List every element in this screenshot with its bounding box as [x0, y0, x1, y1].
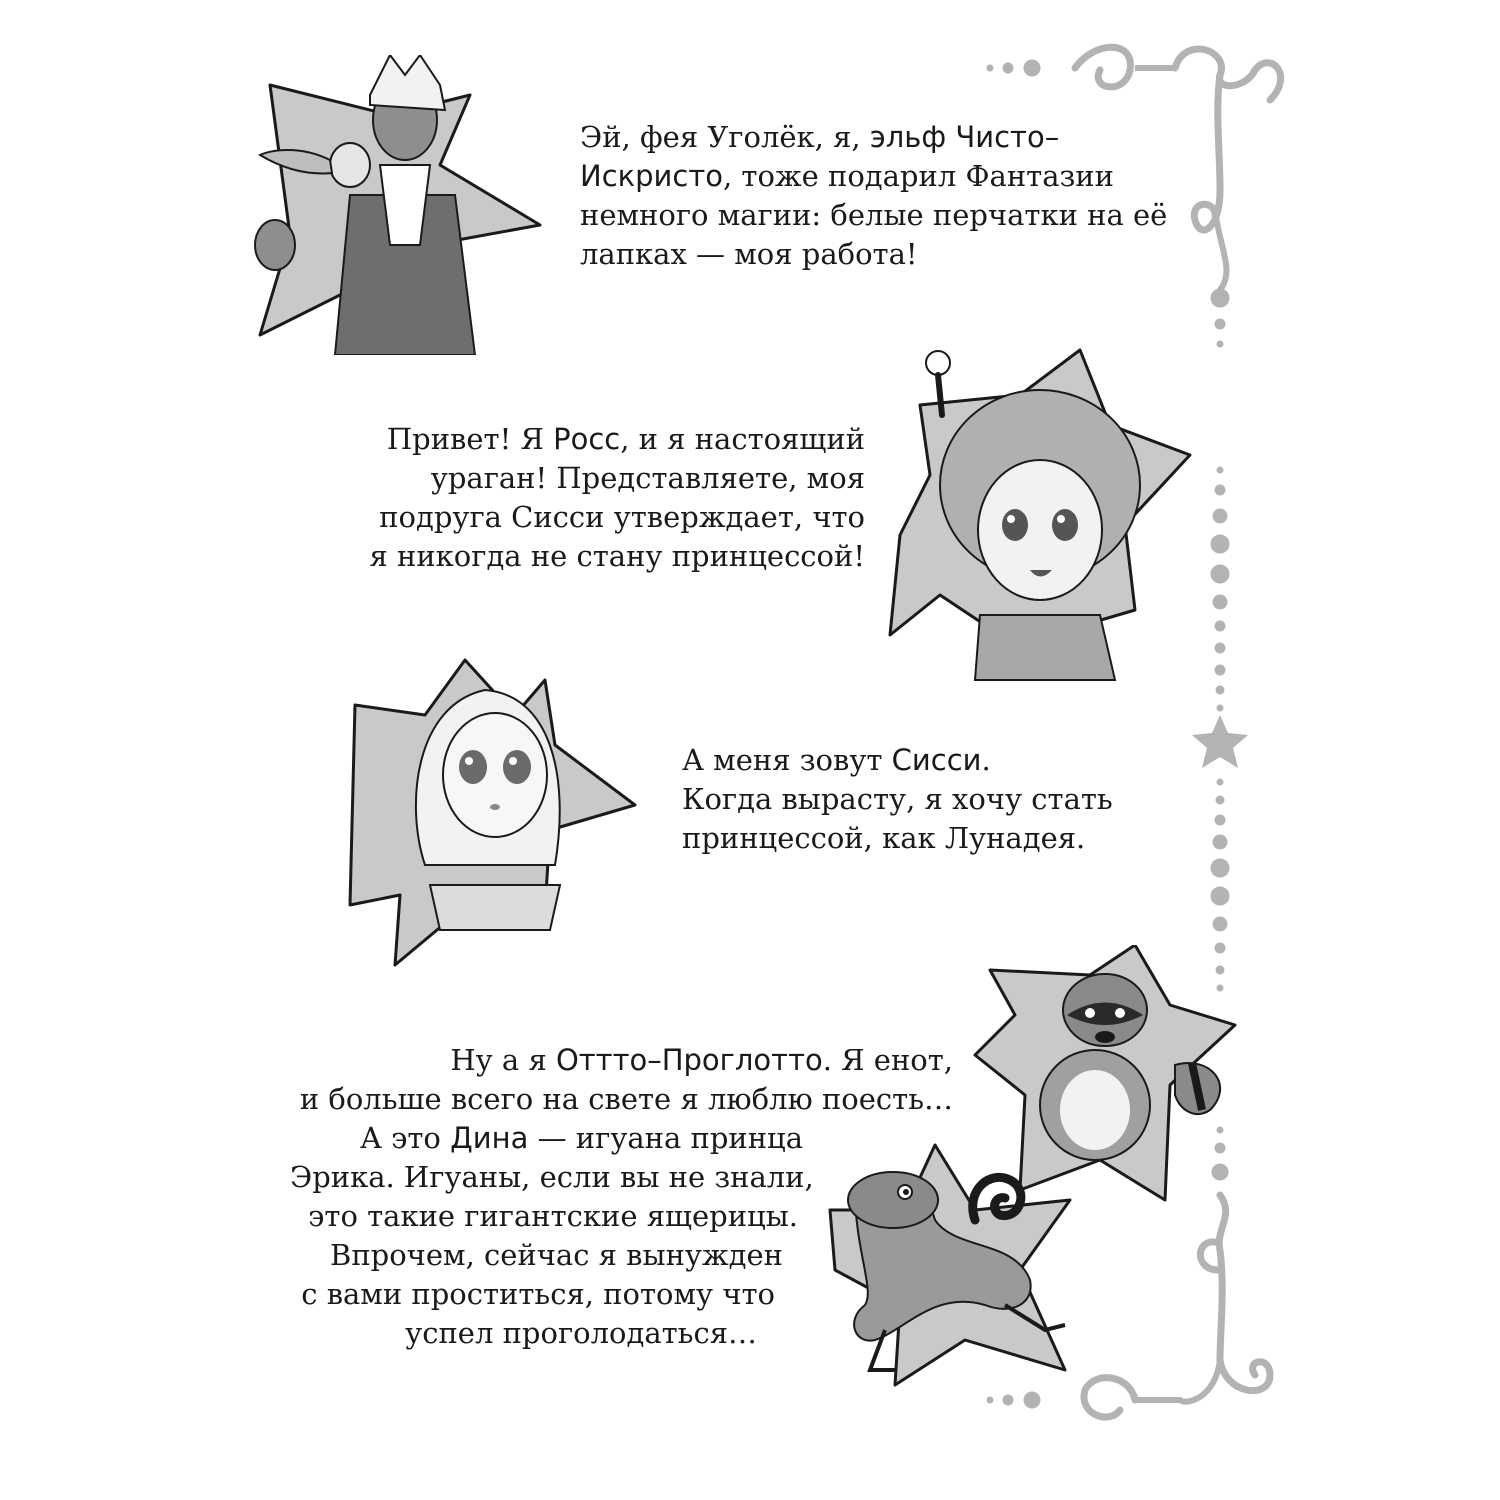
elf-dialogue-line-4: лапках — моя работа! — [580, 237, 918, 271]
sissi-dialogue — [682, 741, 1113, 858]
character-name-otto: Оттто–Проглотто — [555, 1043, 823, 1077]
otto-dialogue-line-6: Впрочем, сейчас я вынужден — [330, 1238, 783, 1272]
sissi-dialogue-line-2: Когда вырасту, я хочу стать — [682, 782, 1113, 816]
elf-dialogue-line-1: Эй, фея Уголёк, я, эльф Чисто– — [580, 120, 1060, 154]
otto-dialogue-line-5: это такие гигантские ящерицы. — [308, 1199, 798, 1233]
otto-dialogue-line-7: с вами проститься, потому что — [301, 1277, 775, 1311]
elf-dialogue-line-3: немного магии: белые перчатки на её — [580, 198, 1168, 232]
sissi-dialogue-line-1: А меня зовут Сисси. — [682, 743, 991, 777]
character-name-elf: эльф Чисто– — [869, 120, 1060, 154]
ross-character-illustration — [880, 335, 1200, 685]
ross-dialogue-line-1: Привет! Я Росс, и я настоящий — [386, 422, 865, 456]
otto-dialogue-line-1: Ну а я Оттто–Проглотто. Я енот, — [450, 1043, 953, 1077]
ross-dialogue-line-3: подруга Сисси утверждает, что — [379, 500, 865, 534]
elf-dialogue-line-2: Искристо, тоже подарил Фантазии — [580, 159, 1114, 193]
otto-dialogue-line-2: и больше всего на свете я люблю поесть… — [299, 1082, 953, 1116]
elf-dialogue — [580, 118, 1167, 274]
ross-dialogue-line-2: ураган! Представляете, моя — [430, 461, 865, 495]
otto-dina-dialogue — [290, 1041, 953, 1353]
otto-dialogue-line-8: успел проголодаться… — [405, 1316, 757, 1350]
ornament-dot — [1003, 63, 1013, 73]
ornament-dot — [1024, 60, 1040, 76]
character-name-ross: Росс — [553, 422, 621, 456]
character-name-sissi: Сисси — [891, 743, 982, 777]
otto-dialogue-line-3: А это Дина — игуана принца — [359, 1121, 803, 1155]
elf-character-illustration — [240, 55, 560, 355]
sissi-dialogue-line-3: принцессой, как Лунадея. — [682, 821, 1086, 855]
character-name-dina: Дина — [450, 1121, 529, 1155]
character-name-elf-cont: Искристо — [580, 159, 723, 193]
ross-dialogue-line-4: я никогда не стану принцессой! — [369, 539, 865, 573]
sissi-character-illustration — [335, 655, 655, 975]
otto-dialogue-line-4: Эрика. Игуаны, если вы не знали, — [290, 1160, 814, 1194]
ornament-dot — [987, 65, 993, 71]
ross-dialogue — [330, 420, 865, 576]
